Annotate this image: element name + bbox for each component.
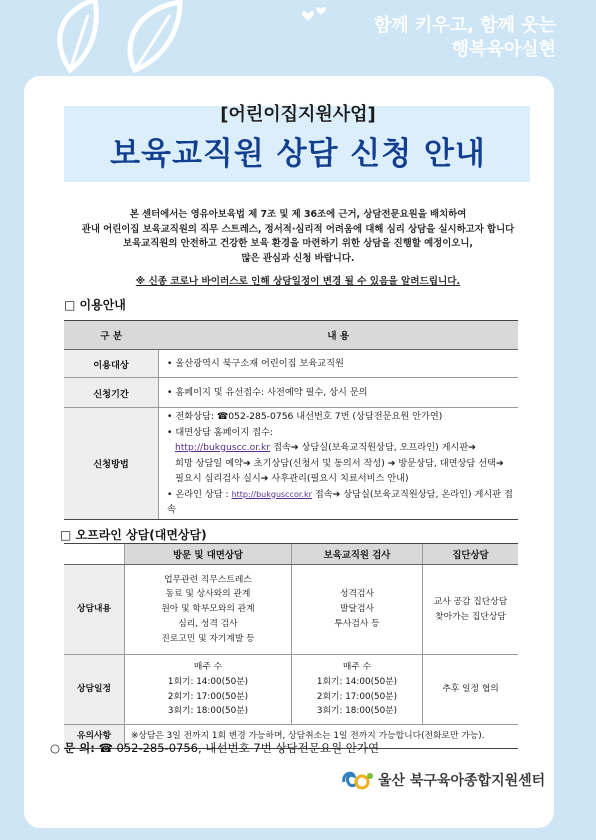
offline-col-group: 집단상담	[423, 544, 519, 565]
list-item: 2회기: 17:00(50분)	[167, 691, 249, 702]
slogan-line-1: 함께 키우고, 함께 웃는	[373, 15, 556, 36]
row-value: • 울산광역시 북구소재 어린이집 보육교직원	[159, 350, 519, 378]
online-prefix: • 온라인 상담 :	[167, 488, 232, 500]
offline-col-test: 보육교직원 검사	[292, 544, 423, 565]
table-row	[64, 350, 518, 378]
usage-table	[64, 320, 518, 520]
list-item: 1회기: 14:00(50분)	[316, 676, 398, 687]
list-item: 추후 일정 협의	[442, 684, 499, 695]
center-name: 울산 북구육아종합지원센터	[378, 773, 546, 789]
table-row	[64, 655, 518, 725]
face-line-1-text: 접속➔ 상담실(보육교직원상담, 오프라인) 게시판➔	[270, 442, 476, 453]
table-row	[64, 378, 518, 408]
phone-method: • 전화상담: ☎052-285-0756 내선번호 7번 (상담전문요원 안가연)	[167, 411, 443, 422]
row-key: 이용대상	[64, 350, 159, 378]
face-method-line-2: 희망 상담일 예약➔ 초기상담(신청서 및 동의서 작성) ➔ 방문상담, 대면상담 선택➔	[175, 457, 504, 469]
footer-logo	[340, 768, 545, 792]
offline-col-blank	[64, 544, 125, 565]
page-title: 보육교직원 상담 신청 안내	[110, 136, 486, 172]
schedule-group	[423, 655, 519, 725]
program-subtitle: [어린이집지원사업]	[220, 104, 376, 125]
list-item: 심리, 성격 검사	[178, 618, 238, 629]
content-test	[292, 565, 423, 655]
intro-line-4: 많은 관심과 신청 바랍니다.	[241, 252, 355, 264]
usage-col-content: 내 용	[159, 321, 519, 350]
online-text: 접속➔ 상담실(보육교직원상담, 온라인) 게시판 접속	[167, 488, 513, 515]
slogan-line-2: 행복육아실현	[451, 39, 556, 60]
usage-header-row	[64, 321, 518, 350]
face-method-line-1	[167, 440, 517, 456]
intro-line-2: 관내 어린이집 보육교직원의 직무 스트레스, 정서적·심리적 어려움에 대해 심리 상담을 실시하고자 합니다	[81, 223, 515, 235]
face-method-line-3: 필요시 심리검사 실시➔ 사후관리(필요시 치료서비스 안내)	[175, 473, 409, 484]
covid-notice: ※ 신종 코로나 바이러스로 인해 상담일정이 변경 될 수 있음을 알려드립니다.	[135, 276, 461, 287]
contact-info	[50, 740, 379, 756]
list-item: 3회기: 18:00(50분)	[316, 706, 398, 717]
offline-col-visit: 방문 및 대면상담	[125, 544, 292, 565]
hearts-decoration-icon	[300, 4, 330, 28]
header-slogan	[374, 14, 556, 62]
intro-text	[40, 208, 556, 266]
row-key: 상담일정	[64, 655, 125, 725]
list-item: 투사검사 등	[334, 618, 380, 629]
list-item: 교사 공감 집단상담	[433, 596, 508, 607]
row-key: 상담내용	[64, 565, 125, 655]
face-method-title: • 대면상담 홈페이지 접수:	[167, 426, 274, 438]
list-item: 매주 수	[193, 661, 223, 672]
schedule-visit	[125, 655, 292, 725]
list-item: 1회기: 14:00(50분)	[167, 676, 249, 687]
offline-header-row	[64, 544, 518, 565]
list-item: 3회기: 18:00(50분)	[167, 706, 249, 717]
list-item: 찾아가는 집단상담	[435, 611, 506, 622]
list-item: 진로고민 및 자기계발 등	[161, 633, 255, 644]
contact-label: ○ 문 의:	[50, 741, 95, 755]
list-item: 발달검사	[340, 604, 374, 615]
usage-section-title: □ 이용안내	[64, 298, 126, 312]
row-key: 신청기간	[64, 378, 159, 408]
leaf-decoration-icon	[40, 0, 190, 80]
row-key: 유의사항	[64, 725, 125, 749]
list-item: 매주 수	[342, 661, 372, 672]
list-item: 성격검사	[340, 589, 374, 600]
row-key: 신청방법	[64, 408, 159, 520]
online-method	[167, 487, 517, 518]
content-group	[423, 565, 519, 655]
usage-col-category: 구 분	[64, 321, 159, 350]
schedule-test	[292, 655, 423, 725]
content-visit	[125, 565, 292, 655]
intro-line-1: 본 센터에서는 영유아보육법 제 7조 및 제 36조에 근거, 상담전문요원을 배치하여	[129, 209, 467, 220]
intro-line-3: 보육교직원의 안전하고 건강한 보육 환경을 마련하기 위한 상담을 진행할 예정이오니,	[123, 238, 473, 249]
table-row	[64, 565, 518, 655]
contact-value: ☎ 052-285-0756, 내선번호 7번 상담전문요원 안가연	[98, 741, 380, 755]
list-item: 2회기: 17:00(50분)	[316, 691, 398, 702]
online-link[interactable]: http://bukgusccor.kr	[231, 489, 312, 499]
caution-text: ※상담은 3일 전까지 1회 변경 가능하며, 상담취소는 1일 전까지 가능합니다(전화로만 가능).	[125, 725, 519, 749]
table-row	[64, 408, 518, 520]
homepage-link[interactable]: http://bukguscc.or.kr	[175, 442, 271, 453]
list-item: 업무관련 직무스트레스	[164, 574, 252, 585]
offline-table	[64, 543, 518, 749]
offline-section-title: □ 오프라인 상담(대면상담)	[60, 528, 207, 542]
list-item: 원아 및 학부모와의 관계	[161, 604, 255, 615]
row-value: • 홈페이지 및 유선접수: 사전예약 필수, 상시 문의	[159, 378, 519, 408]
list-item: 동료 및 상사와의 관계	[165, 589, 251, 600]
center-logo-icon	[340, 768, 374, 792]
method-detail	[159, 408, 519, 520]
